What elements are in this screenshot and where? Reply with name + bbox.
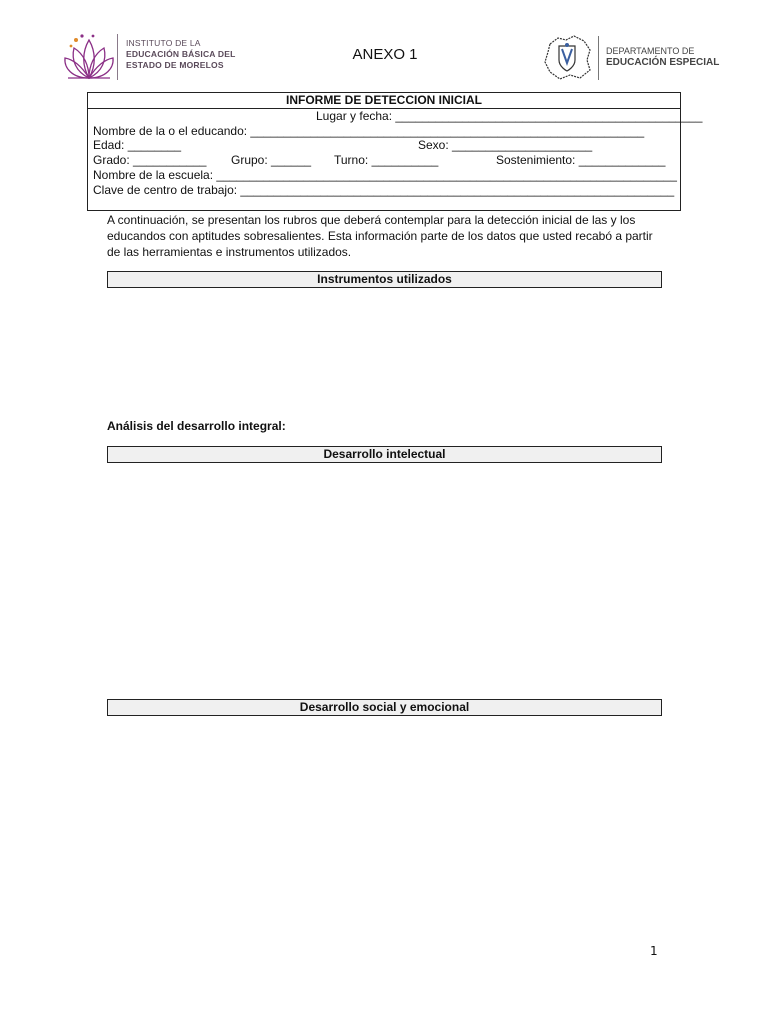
logo-divider (117, 34, 118, 80)
section-intellectual-header: Desarrollo intelectual (107, 446, 662, 463)
institute-name-line-1: INSTITUTO DE LA (126, 38, 201, 48)
student-name-field[interactable]: Nombre de la o el educando: ___________________________________________________________ (93, 124, 645, 138)
institute-logo (62, 30, 252, 84)
section-instruments-header: Instrumentos utilizados (107, 271, 662, 288)
logo-divider (598, 36, 599, 80)
form-title: INFORME DE DETECCION INICIAL (88, 93, 680, 109)
analysis-heading: Análisis del desarrollo integral: (107, 419, 286, 433)
department-name-line-2: EDUCACIÓN ESPECIAL (606, 57, 720, 68)
annex-title: ANEXO 1 (352, 46, 418, 63)
workplace-code-field[interactable]: Clave de centro de trabajo: _________________________________________________________________ (93, 183, 675, 197)
page-number: 1 (650, 944, 658, 958)
institute-name (126, 38, 235, 71)
funding-field[interactable]: Sostenimiento: _____________ (496, 153, 666, 167)
grade-row (93, 153, 678, 168)
intro-paragraph: A continuación, se presentan los rubros que deberá contemplar para la detección inicial de las y los educandos con aptitudes sobresalientes. Esta información parte de los datos que usted recabó a partir de las herramientas e instrumentos utilizados. (107, 213, 653, 259)
age-field[interactable]: Edad: ________ (93, 138, 182, 152)
institute-name-line-3: ESTADO DE MORELOS (126, 60, 224, 70)
school-name-field[interactable]: Nombre de la escuela: _____________________________________________________________________ (93, 168, 677, 182)
place-date-field[interactable]: Lugar y fecha: ______________________________________________ (316, 109, 703, 123)
institute-name-line-2: EDUCACIÓN BÁSICA DEL (126, 49, 236, 59)
group-field[interactable]: Grupo: ______ (231, 153, 312, 167)
section-social-emotional-header: Desarrollo social y emocional (107, 699, 662, 716)
lotus-flower-icon (62, 32, 116, 82)
shift-field[interactable]: Turno: __________ (334, 153, 439, 167)
department-logo (536, 30, 726, 84)
detection-report-form (87, 92, 703, 211)
department-name (606, 45, 719, 69)
sex-field[interactable]: Sexo: _____________________ (418, 138, 593, 152)
grade-field[interactable]: Grado: ___________ (93, 153, 207, 167)
state-map-emblem-icon (540, 32, 594, 82)
department-name-line-1: DEPARTAMENTO DE (606, 46, 695, 56)
